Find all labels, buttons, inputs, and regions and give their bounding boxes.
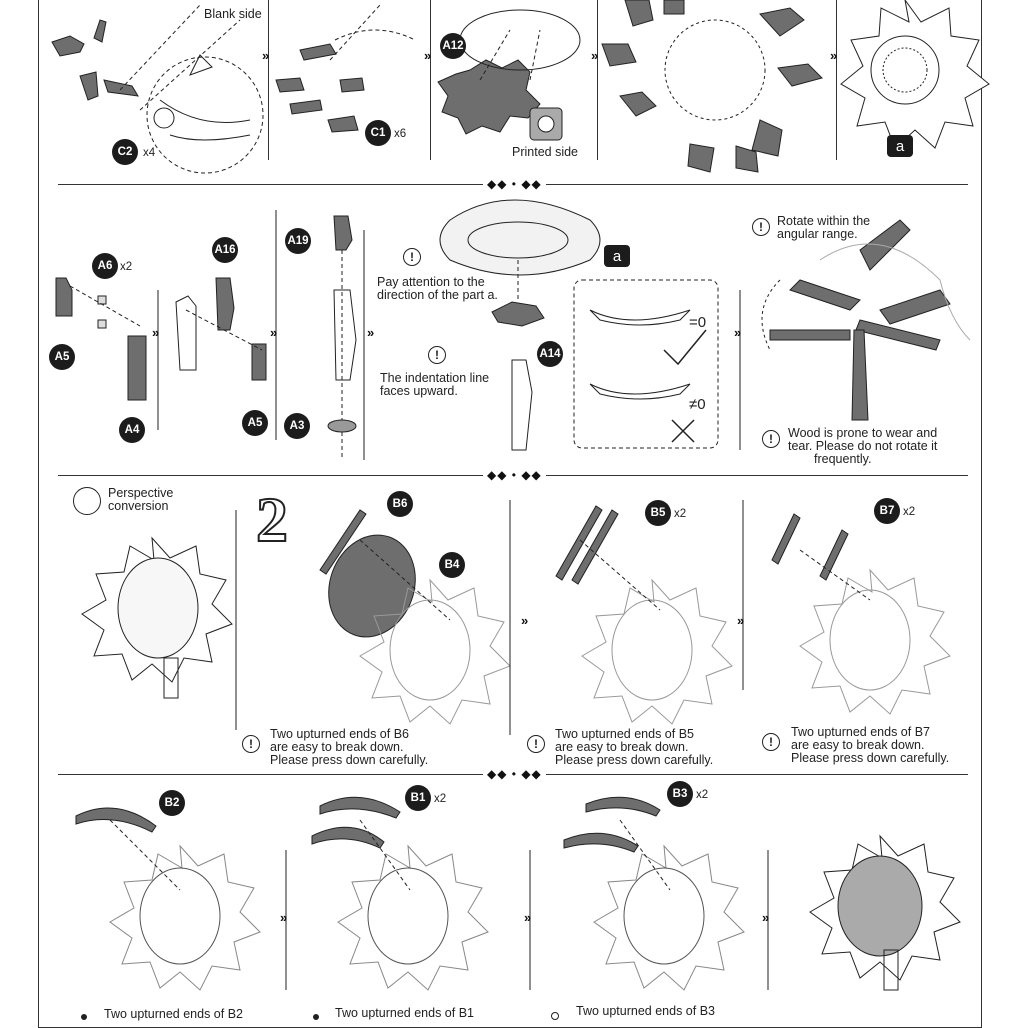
wood-note-line2: tear. Please do not rotate it	[788, 439, 938, 453]
blank-side-label: Blank side	[204, 7, 262, 21]
step-number: 2	[256, 484, 288, 555]
part-qty-b5: x2	[674, 508, 687, 520]
part-badge-b7: B7	[874, 498, 900, 524]
part-badge-a16: A16	[212, 237, 238, 263]
step-arrow: »	[524, 910, 532, 925]
separator-ornament: ◆◆ • ◆◆	[483, 767, 546, 781]
part-badge-c2: C2	[112, 139, 138, 165]
rotate-note-line1: Rotate within the	[777, 214, 871, 228]
warning-icon: !	[762, 430, 780, 448]
b5-note-line3: Please press down carefully.	[555, 753, 714, 767]
part-qty-c1: x6	[394, 128, 407, 140]
b7-note-line2: are easy to break down.	[791, 738, 925, 752]
warning-icon: !	[752, 218, 770, 236]
part-badge-b1: B1	[405, 785, 431, 811]
b5-note-line2: are easy to break down.	[555, 740, 689, 754]
step-arrow: »	[521, 613, 529, 628]
bullet	[81, 1014, 87, 1020]
wood-note-line3: frequently.	[814, 452, 872, 466]
note-direction-line1: Pay attention to the	[377, 275, 485, 289]
note-indentation-line1: The indentation line	[380, 371, 490, 385]
warning-icon: !	[762, 733, 780, 751]
divider	[597, 0, 598, 160]
b3-note: Two upturned ends of B3	[576, 1004, 715, 1018]
part-badge-a4: A4	[119, 417, 145, 443]
part-badge-b2: B2	[159, 790, 185, 816]
divider	[430, 0, 431, 160]
b6-note-line1: Two upturned ends of B6	[270, 727, 409, 741]
separator-ornament: ◆◆ • ◆◆	[483, 177, 546, 191]
part-badge-a19: A19	[285, 228, 311, 254]
warning-icon: !	[527, 735, 545, 753]
step-arrow: »	[262, 48, 270, 63]
part-badge-a6: A6	[92, 253, 118, 279]
rotate-note-line2: angular range.	[777, 227, 858, 241]
check-notequal-label: ≠0	[689, 396, 706, 413]
note-direction-line2: direction of the part a.	[377, 288, 498, 302]
perspective-label-line1: Perspective	[108, 486, 174, 500]
bullet	[313, 1014, 319, 1020]
part-badge-b6: B6	[387, 491, 413, 517]
warning-icon	[551, 1012, 559, 1020]
b7-note-line3: Please press down carefully.	[791, 751, 950, 765]
part-badge-a12: A12	[440, 33, 466, 59]
part-badge-c1: C1	[365, 120, 391, 146]
warning-icon: !	[403, 248, 421, 266]
step-arrow: »	[367, 325, 375, 340]
step-arrow: »	[762, 910, 770, 925]
step-arrow: »	[830, 48, 838, 63]
part-qty-b7: x2	[903, 506, 916, 518]
check-equal-label: =0	[689, 314, 707, 331]
divider	[836, 0, 837, 160]
part-qty-b1: x2	[434, 793, 447, 805]
part-badge-a14: A14	[537, 341, 563, 367]
part-a-tag: a	[604, 245, 630, 267]
b1-note: Two upturned ends of B1	[335, 1006, 474, 1020]
part-badge-b3: B3	[667, 781, 693, 807]
result-tag-a: a	[887, 135, 913, 157]
printed-side-label: Printed side	[512, 145, 579, 159]
part-qty-b3: x2	[696, 789, 709, 801]
b5-note-line1: Two upturned ends of B5	[555, 727, 694, 741]
warning-icon: !	[428, 346, 446, 364]
part-badge-b4: B4	[439, 552, 465, 578]
warning-icon: !	[242, 735, 260, 753]
step-arrow: »	[591, 48, 599, 63]
step-arrow: »	[280, 910, 288, 925]
step-arrow: »	[734, 325, 742, 340]
part-badge-a5: A5	[49, 344, 75, 370]
step-arrow: »	[270, 325, 278, 340]
b6-note-line2: are easy to break down.	[270, 740, 404, 754]
part-badge-b5: B5	[645, 500, 671, 526]
b2-note: Two upturned ends of B2	[104, 1007, 243, 1021]
step-arrow: »	[152, 325, 160, 340]
perspective-label-line2: conversion	[108, 499, 169, 513]
part-qty-c2: x4	[143, 147, 156, 159]
b7-note-line1: Two upturned ends of B7	[791, 725, 930, 739]
b6-note-line3: Please press down carefully.	[270, 753, 429, 767]
separator-ornament: ◆◆ • ◆◆	[483, 468, 546, 482]
row3-illustration	[0, 480, 1020, 760]
part-badge-a5-second: A5	[242, 410, 268, 436]
wood-note-line1: Wood is prone to wear and	[788, 426, 938, 440]
row4-illustration	[0, 780, 1020, 1020]
step-arrow: »	[737, 613, 745, 628]
part-badge-a3: A3	[284, 413, 310, 439]
divider	[268, 0, 269, 160]
part-qty-a6: x2	[120, 261, 133, 273]
step-arrow: »	[424, 48, 432, 63]
note-indentation-line2: faces upward.	[380, 384, 458, 398]
